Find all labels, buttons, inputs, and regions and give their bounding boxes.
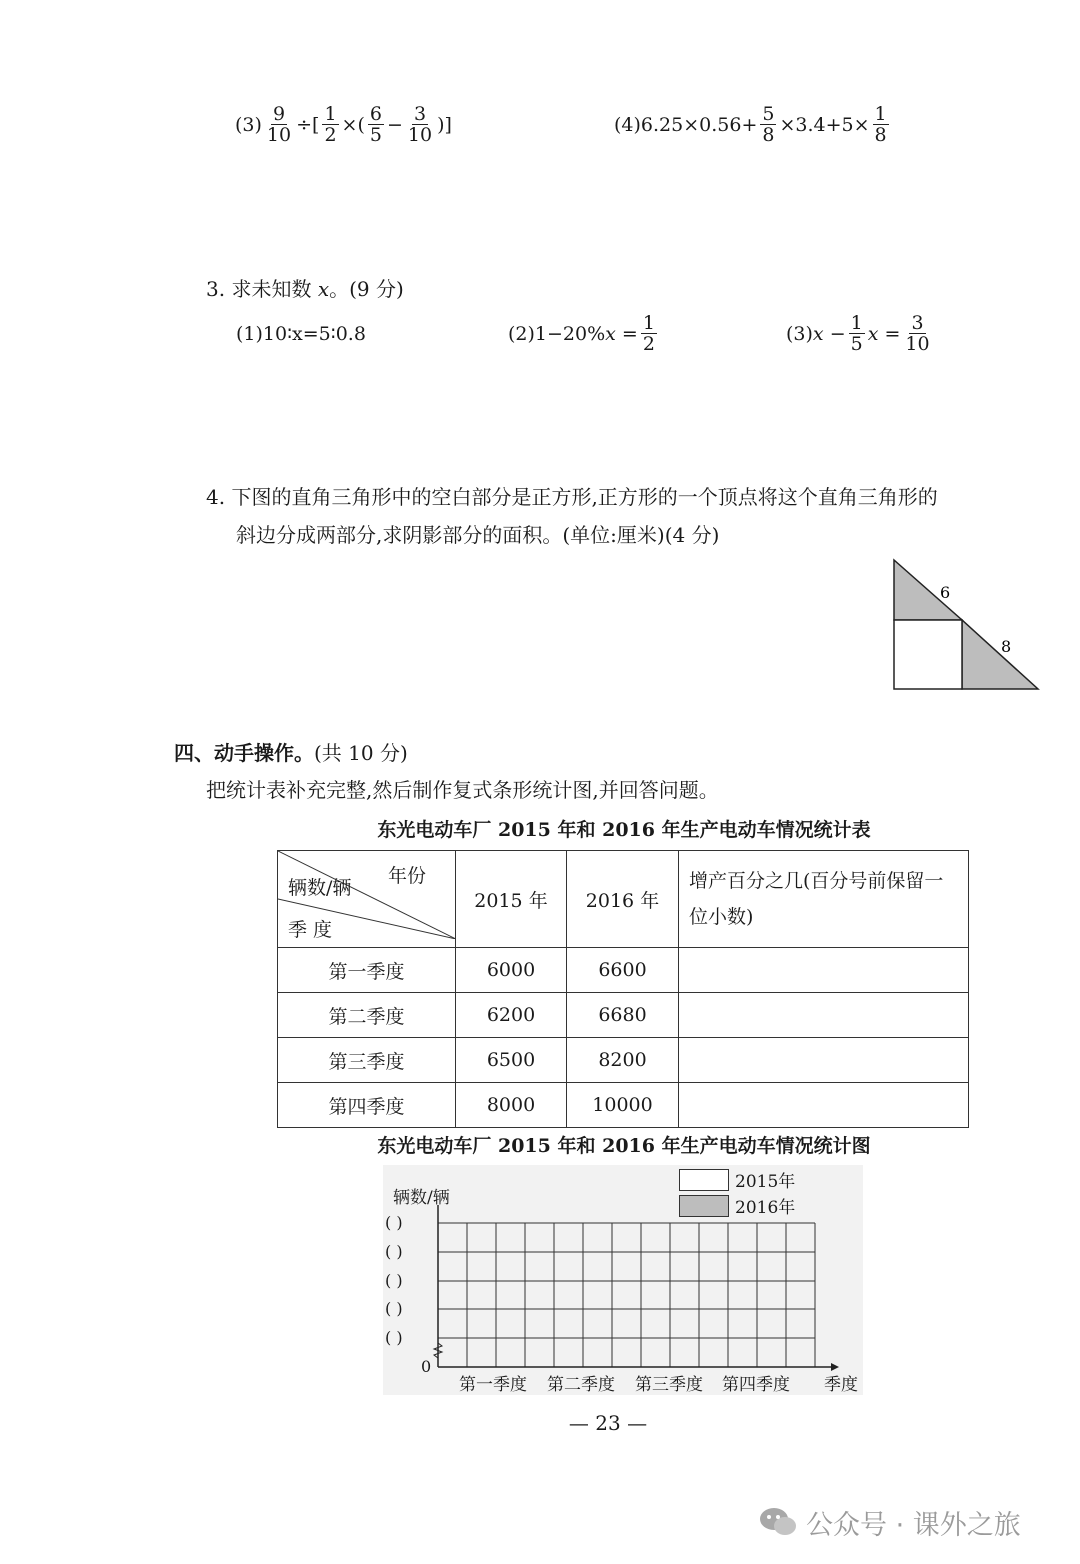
fraction: $\frac{1}{8}$ [874,103,887,146]
equation-2: (2)1−20% x = $\frac{1}{2}$ [508,312,655,355]
fraction: $\frac{3}{10}$ [905,312,930,355]
y-tick-blank[interactable]: ( ) [385,1328,403,1347]
corner-cell [278,851,456,948]
chart-title: 东光电动车厂 2015 年和 2016 年生产电动车情况统计图 [377,1135,871,1157]
y-axis-label: 辆数/辆 [393,1188,450,1208]
value-2015: 8000 [456,1083,567,1128]
value-2015: 6000 [456,948,567,993]
page-number: — 23 — [568,1411,648,1435]
calc3-label: (3) [235,113,262,136]
header-2015: 2015 年 [456,851,567,948]
fraction: $\frac{1}{2}$ [324,103,337,146]
fraction: $\frac{1}{5}$ [850,312,863,355]
value-2016: 8200 [567,1038,679,1083]
percent-blank[interactable] [679,993,969,1038]
value-2016: 6600 [567,948,679,993]
question-4-line1: 4. 下图的直角三角形中的空白部分是正方形,正方形的一个顶点将这个直角三角形的 [206,485,938,509]
x-category: 第四季度 [722,1375,790,1395]
operator: ÷[ [296,113,320,136]
section-4-title: 四、动手操作。(共 10 分) [174,741,408,765]
equation-3: (3) x − $\frac{1}{5}$ x = $\frac{3}{10}$ [786,312,930,355]
fraction: $\frac{3}{10}$ [407,103,433,146]
watermark-text: 公众号 · 课外之旅 [806,1510,1021,1541]
y-tick-blank[interactable]: ( ) [385,1213,403,1232]
bar-chart-blank [383,1165,863,1395]
corner-season: 季 度 [288,919,333,941]
corner-unit: 辆数/辆 [288,877,352,899]
y-tick-blank[interactable]: ( ) [385,1271,403,1290]
calc4-label: (4)6.25×0.56+ [614,113,758,136]
chart-grid [383,1165,863,1395]
legend-2016-label: 2016年 [735,1198,796,1218]
value-2016: 10000 [567,1083,679,1128]
table-title: 东光电动车厂 2015 年和 2016 年生产电动车情况统计表 [377,819,871,841]
fraction: $\frac{6}{5}$ [369,103,382,146]
table-header-row [278,851,969,948]
calc-problem-3 [235,104,452,145]
x-category: 第三季度 [635,1375,703,1395]
legend-2015-label: 2015年 [735,1172,796,1192]
white-square [894,620,962,689]
shaded-triangle-top [894,560,962,620]
shaded-triangle-right [962,620,1038,689]
origin-label: 0 [421,1357,432,1376]
grid-lines [438,1223,815,1367]
value-2015: 6200 [456,993,567,1038]
calc-problem-4 [614,104,892,145]
y-tick-blank[interactable]: ( ) [385,1299,403,1318]
table-row [278,1038,969,1083]
fraction: $\frac{9}{10}$ [266,103,292,146]
value-2015: 6500 [456,1038,567,1083]
percent-blank[interactable] [679,1038,969,1083]
x-category: 第二季度 [547,1375,615,1395]
section-4-instruction: 把统计表补充完整,然后制作复式条形统计图,并回答问题。 [206,778,719,802]
label-8: 8 [1001,637,1012,656]
statistics-table [277,850,969,1128]
wechat-icon [758,1504,800,1540]
question-3-title: 3. 求未知数 x。(9 分) [206,277,404,301]
season-cell: 第二季度 [278,993,456,1038]
percent-blank[interactable] [679,948,969,993]
season-cell: 第三季度 [278,1038,456,1083]
season-cell: 第一季度 [278,948,456,993]
table-row [278,1083,969,1128]
season-cell: 第四季度 [278,1083,456,1128]
percent-blank[interactable] [679,1083,969,1128]
x-category: 第一季度 [459,1375,527,1395]
table-row [278,993,969,1038]
operator: ×3.4+5× [779,113,870,136]
fraction: $\frac{1}{2}$ [642,312,655,355]
y-tick-blank[interactable]: ( ) [385,1242,403,1261]
header-2016: 2016 年 [567,851,679,948]
operator: − [386,113,403,136]
label-6: 6 [940,583,951,602]
operator: )] [437,113,452,136]
operator: ×( [341,113,365,136]
fraction: $\frac{5}{8}$ [762,103,775,146]
x-axis-label: 季度 [824,1375,858,1395]
value-2016: 6680 [567,993,679,1038]
corner-year: 年份 [388,865,427,887]
equation-1: (1)10∶x=5∶0.8 [236,323,366,345]
question-4-line2: 斜边分成两部分,求阴影部分的面积。(单位:厘米)(4 分) [236,523,720,547]
header-percent: 增产百分之几(百分号前保留一位小数) [679,851,969,948]
table-row [278,948,969,993]
triangle-figure [890,556,1044,694]
